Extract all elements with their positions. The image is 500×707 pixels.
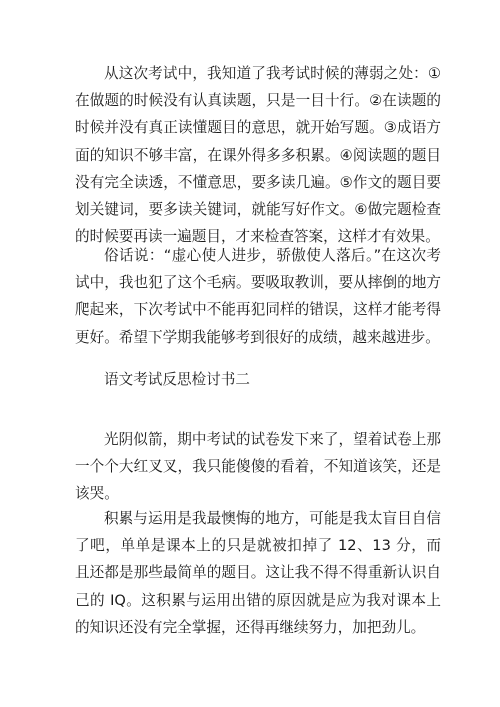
section-title: 语文考试反思检讨书二	[104, 371, 250, 388]
paragraph-exam-returned: 光阴似箭，期中考试的试卷发下来了，望着试卷上那一个个大红叉叉，我只能傻傻的看着，不知道该笑，还是该哭。	[75, 431, 441, 503]
paragraph-accumulation: 积累与运用是我最懊悔的地方，可能是我太盲目自信了吧，单单是课本上的只是就被扣掉了 12、13 分，而且还都是那些最简单的题目。这让我不得不得重新认识自己的 IQ。这积累与运用出错的原因就是应为我对课本上的知识还没有完全掌握，还得再继续努力，加把劲儿。	[75, 510, 441, 636]
paragraph-proverb: 俗话说：“虚心使人进步，骄傲使人落后。”在这次考试中，我也犯了这个毛病。要吸取教训，要从摔倒的地方爬起来，下次考试中不能再犯同样的错误，这样才能考得更好。希望下学期我能够考到很好的成绩，越来越进步。	[75, 247, 441, 346]
paragraph-weaknesses: 从这次考试中，我知道了我考试时候的薄弱之处：①在做题的时候没有认真读题，只是一目十行。②在读题的时候并没有真正读懂题目的意思，就开始写题。③成语方面的知识不够丰富，在课外得多多积累。④阅读题的题目没有完全读透，不懂意思，要多读几遍。⑤作文的题目要划关键词，要多读关键词，就能写好作文。⑥做完题检查的时候要再读一遍题目，才来检查答案，这样才有效果。	[75, 65, 441, 246]
